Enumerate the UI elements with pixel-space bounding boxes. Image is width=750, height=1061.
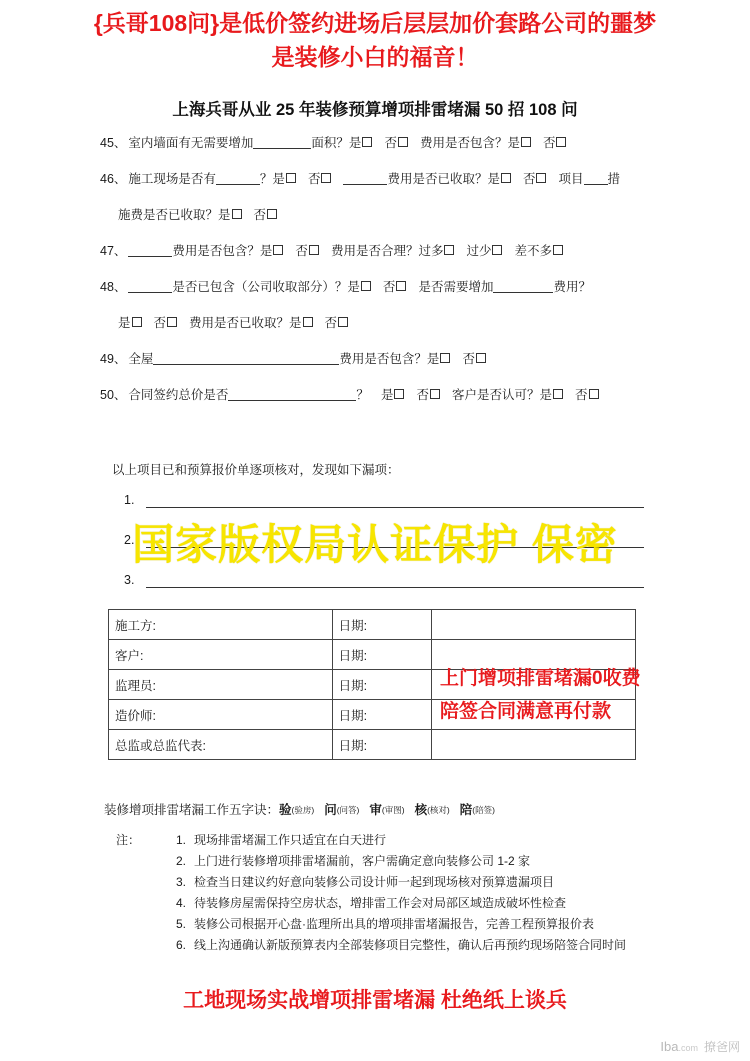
question-row xyxy=(118,314,660,333)
signature-role-label: 总监或总监代表: xyxy=(109,730,333,760)
checkbox[interactable] xyxy=(589,389,599,399)
notes-list xyxy=(116,830,626,956)
note-index: 4. xyxy=(176,896,187,910)
fill-in-blank[interactable] xyxy=(253,136,311,149)
omission-line[interactable] xyxy=(124,533,644,573)
question-text: 措 xyxy=(607,172,621,186)
checkbox[interactable] xyxy=(553,389,563,399)
question-number: 45、 xyxy=(100,136,127,150)
question-text: 否 xyxy=(307,172,321,186)
signature-role-label: 客户: xyxy=(109,640,333,670)
motto-word: 验 xyxy=(279,803,292,817)
question-text: 是 xyxy=(118,316,131,330)
motto-word: 问 xyxy=(324,803,337,817)
checkbox[interactable] xyxy=(132,317,142,327)
fill-in-blank[interactable] xyxy=(493,280,553,293)
red-stamp-line-2: 陪签合同满意再付款 xyxy=(440,701,612,722)
checkbox[interactable] xyxy=(286,173,296,183)
question-text: 费用是否已收取？是 xyxy=(387,172,500,186)
motto-word: 陪 xyxy=(459,803,473,817)
checkbox[interactable] xyxy=(396,281,406,291)
top-headline xyxy=(0,6,750,74)
question-text: 否 xyxy=(153,316,167,330)
omission-blank-lines xyxy=(124,493,644,613)
signature-date-value[interactable] xyxy=(432,730,636,760)
motto-word-note: (验房) xyxy=(291,805,315,815)
question-text: 否 xyxy=(324,316,338,330)
note-item xyxy=(176,893,626,914)
question-number: 47、 xyxy=(100,244,127,258)
note-index: 3. xyxy=(176,875,187,889)
checkbox[interactable] xyxy=(321,173,331,183)
question-text: 否 xyxy=(253,208,267,222)
checkbox[interactable] xyxy=(309,245,319,255)
question-row xyxy=(100,170,660,189)
question-text: 否 xyxy=(384,136,397,150)
checkbox[interactable] xyxy=(536,173,546,183)
question-row xyxy=(100,134,660,153)
omission-line-index: 2. xyxy=(124,533,135,547)
checkbox[interactable] xyxy=(440,353,450,363)
site-watermark-name: Iba xyxy=(660,1039,679,1054)
motto-word: 核 xyxy=(414,803,428,817)
checkbox[interactable] xyxy=(338,317,348,327)
checkbox[interactable] xyxy=(232,209,242,219)
note-index: 2. xyxy=(176,854,187,868)
omission-line[interactable] xyxy=(124,493,644,533)
question-text: 客户是否认可？是 xyxy=(451,388,552,402)
question-text: 费用是否包含？是 xyxy=(419,136,520,150)
motto-word: 审 xyxy=(369,803,382,817)
checkbox[interactable] xyxy=(267,209,277,219)
site-watermark-cn: 撩爸网 xyxy=(703,1040,740,1054)
checkbox[interactable] xyxy=(430,389,440,399)
omission-line-index: 3. xyxy=(124,573,135,587)
question-text: 费用是否已收取？是 xyxy=(189,316,302,330)
table-row xyxy=(109,610,636,640)
checkbox[interactable] xyxy=(273,245,283,255)
signature-role-label: 施工方: xyxy=(109,610,333,640)
note-index: 6. xyxy=(176,938,187,952)
checkbox[interactable] xyxy=(394,389,404,399)
signature-date-value[interactable] xyxy=(432,610,636,640)
question-text: 否 xyxy=(574,388,588,402)
motto-word-note: (问答) xyxy=(336,805,360,815)
question-text: 差不多 xyxy=(514,244,552,258)
motto-word-note: (核对) xyxy=(427,805,450,815)
checkbox[interactable] xyxy=(398,137,408,147)
checkbox[interactable] xyxy=(521,137,531,147)
question-text: 否 xyxy=(382,280,396,294)
note-item xyxy=(176,851,626,872)
fill-in-blank[interactable] xyxy=(584,172,608,185)
bottom-slogan: 工地现场实战增项排雷堵漏 杜绝纸上谈兵 xyxy=(183,989,567,1012)
checkbox[interactable] xyxy=(476,353,486,363)
note-item xyxy=(176,914,626,935)
checkbox[interactable] xyxy=(303,317,313,327)
fill-in-blank[interactable] xyxy=(228,388,356,401)
page-title: 上海兵哥从业 25 年装修预算增项排雷堵漏 50 招 108 问 xyxy=(172,101,578,119)
question-text: 否 xyxy=(522,172,536,186)
headline-line-1: {兵哥108问}是低价签约进场后层层加价套路公司的噩梦 xyxy=(93,10,657,36)
question-text: ？ xyxy=(356,388,369,402)
question-number: 48、 xyxy=(100,280,127,294)
note-text: 检查当日建议约好意向装修公司设计师一起到现场核对预算遗漏项目 xyxy=(194,875,555,889)
question-text: 是 xyxy=(380,388,394,402)
note-text: 装修公司根据开心盘·监理所出具的增项排雷堵漏报告，完善工程预算报价表 xyxy=(194,917,594,931)
checkbox[interactable] xyxy=(167,317,177,327)
copyright-watermark: 国家版权局认证保护 保密 xyxy=(132,521,618,568)
five-word-motto xyxy=(104,800,495,818)
checkbox[interactable] xyxy=(501,173,511,183)
question-text: 项目 xyxy=(558,172,584,186)
motto-lead: 装修增项排雷堵漏工作五字诀： xyxy=(104,803,280,817)
note-index: 5. xyxy=(176,917,187,931)
omission-line-rule[interactable] xyxy=(146,507,644,508)
question-text: 是否已包含（公司收取部分）？是 xyxy=(172,280,360,294)
question-text: 否 xyxy=(416,388,429,402)
checkbox[interactable] xyxy=(553,245,563,255)
question-text: 费用？ xyxy=(553,280,591,294)
question-text: 否 xyxy=(295,244,308,258)
red-stamp-line-1: 上门增项排雷堵漏0收费 xyxy=(440,668,641,689)
note-text: 现场排雷堵漏工作只适宜在白天进行 xyxy=(194,833,387,847)
question-text: 费用是否合理？过多 xyxy=(330,244,444,258)
omission-line-index: 1. xyxy=(124,493,135,507)
question-row xyxy=(100,386,660,405)
question-row xyxy=(100,278,660,297)
headline-line-2: 是装修小白的福音！ xyxy=(271,44,479,70)
signature-role-label: 造价师: xyxy=(109,700,333,730)
question-list xyxy=(100,134,660,422)
checkbox[interactable] xyxy=(556,137,566,147)
question-text: 合同签约总价是否 xyxy=(128,388,229,402)
question-row xyxy=(118,206,660,225)
omission-line[interactable] xyxy=(124,573,644,613)
question-text: 否 xyxy=(462,352,475,366)
notes-block xyxy=(116,830,626,956)
question-number: 46、 xyxy=(100,172,127,186)
question-number: 50、 xyxy=(100,388,127,402)
notes-label: 注： xyxy=(116,833,141,847)
table-row xyxy=(109,730,636,760)
question-row xyxy=(100,350,660,369)
note-index: 1. xyxy=(176,833,187,847)
omission-notice: 以上项目已和预算报价单逐项核对，发现如下漏项： xyxy=(112,463,400,477)
note-item xyxy=(176,872,626,893)
question-text: 费用是否包含？是 xyxy=(172,244,273,258)
checkbox[interactable] xyxy=(361,281,371,291)
question-row xyxy=(100,242,660,261)
question-text: 面积？是 xyxy=(311,136,362,150)
checkbox[interactable] xyxy=(362,137,372,147)
note-item xyxy=(176,935,626,956)
question-text: 过少 xyxy=(466,244,492,258)
note-item xyxy=(176,830,626,851)
signature-date-label: 日期: xyxy=(332,670,432,700)
signature-date-label: 日期: xyxy=(332,610,432,640)
question-text: 否 xyxy=(542,136,556,150)
fill-in-blank[interactable] xyxy=(128,280,172,293)
question-text: 施费是否已收取？是 xyxy=(118,208,231,222)
checkbox[interactable] xyxy=(444,245,454,255)
question-number: 49、 xyxy=(100,352,127,366)
signature-date-label: 日期: xyxy=(332,640,432,670)
signature-date-label: 日期: xyxy=(332,700,432,730)
site-watermark-domain: .com xyxy=(678,1043,698,1053)
question-text: 费用是否包含？是 xyxy=(339,352,440,366)
question-text: 施工现场是否有 xyxy=(128,172,216,186)
question-text: 室内墙面有无需要增加 xyxy=(128,136,254,150)
signature-role-label: 监理员: xyxy=(109,670,333,700)
fill-in-blank[interactable] xyxy=(216,172,260,185)
omission-line-rule[interactable] xyxy=(146,587,644,588)
motto-word-note: (审图) xyxy=(381,805,405,815)
checkbox[interactable] xyxy=(492,245,502,255)
motto-word-note: (陪签) xyxy=(472,805,495,815)
fill-in-blank[interactable] xyxy=(128,244,172,257)
question-text: ？是 xyxy=(259,172,285,186)
fill-in-blank[interactable] xyxy=(153,352,339,365)
site-watermark xyxy=(660,1038,740,1055)
note-text: 待装修房屋需保持空房状态，增排雷工作会对局部区域造成破坏性检查 xyxy=(194,896,567,910)
fill-in-blank[interactable] xyxy=(343,172,387,185)
question-text: 是否需要增加 xyxy=(418,280,494,294)
note-text: 上门进行装修增项排雷堵漏前，客户需确定意向装修公司 1-2 家 xyxy=(194,854,531,868)
omission-line-rule[interactable] xyxy=(146,547,644,548)
question-text: 全屋 xyxy=(128,352,154,366)
note-text: 线上沟通确认新版预算表内全部装修项目完整性，确认后再预约现场陪签合同时间 xyxy=(194,938,627,952)
signature-date-label: 日期: xyxy=(332,730,432,760)
